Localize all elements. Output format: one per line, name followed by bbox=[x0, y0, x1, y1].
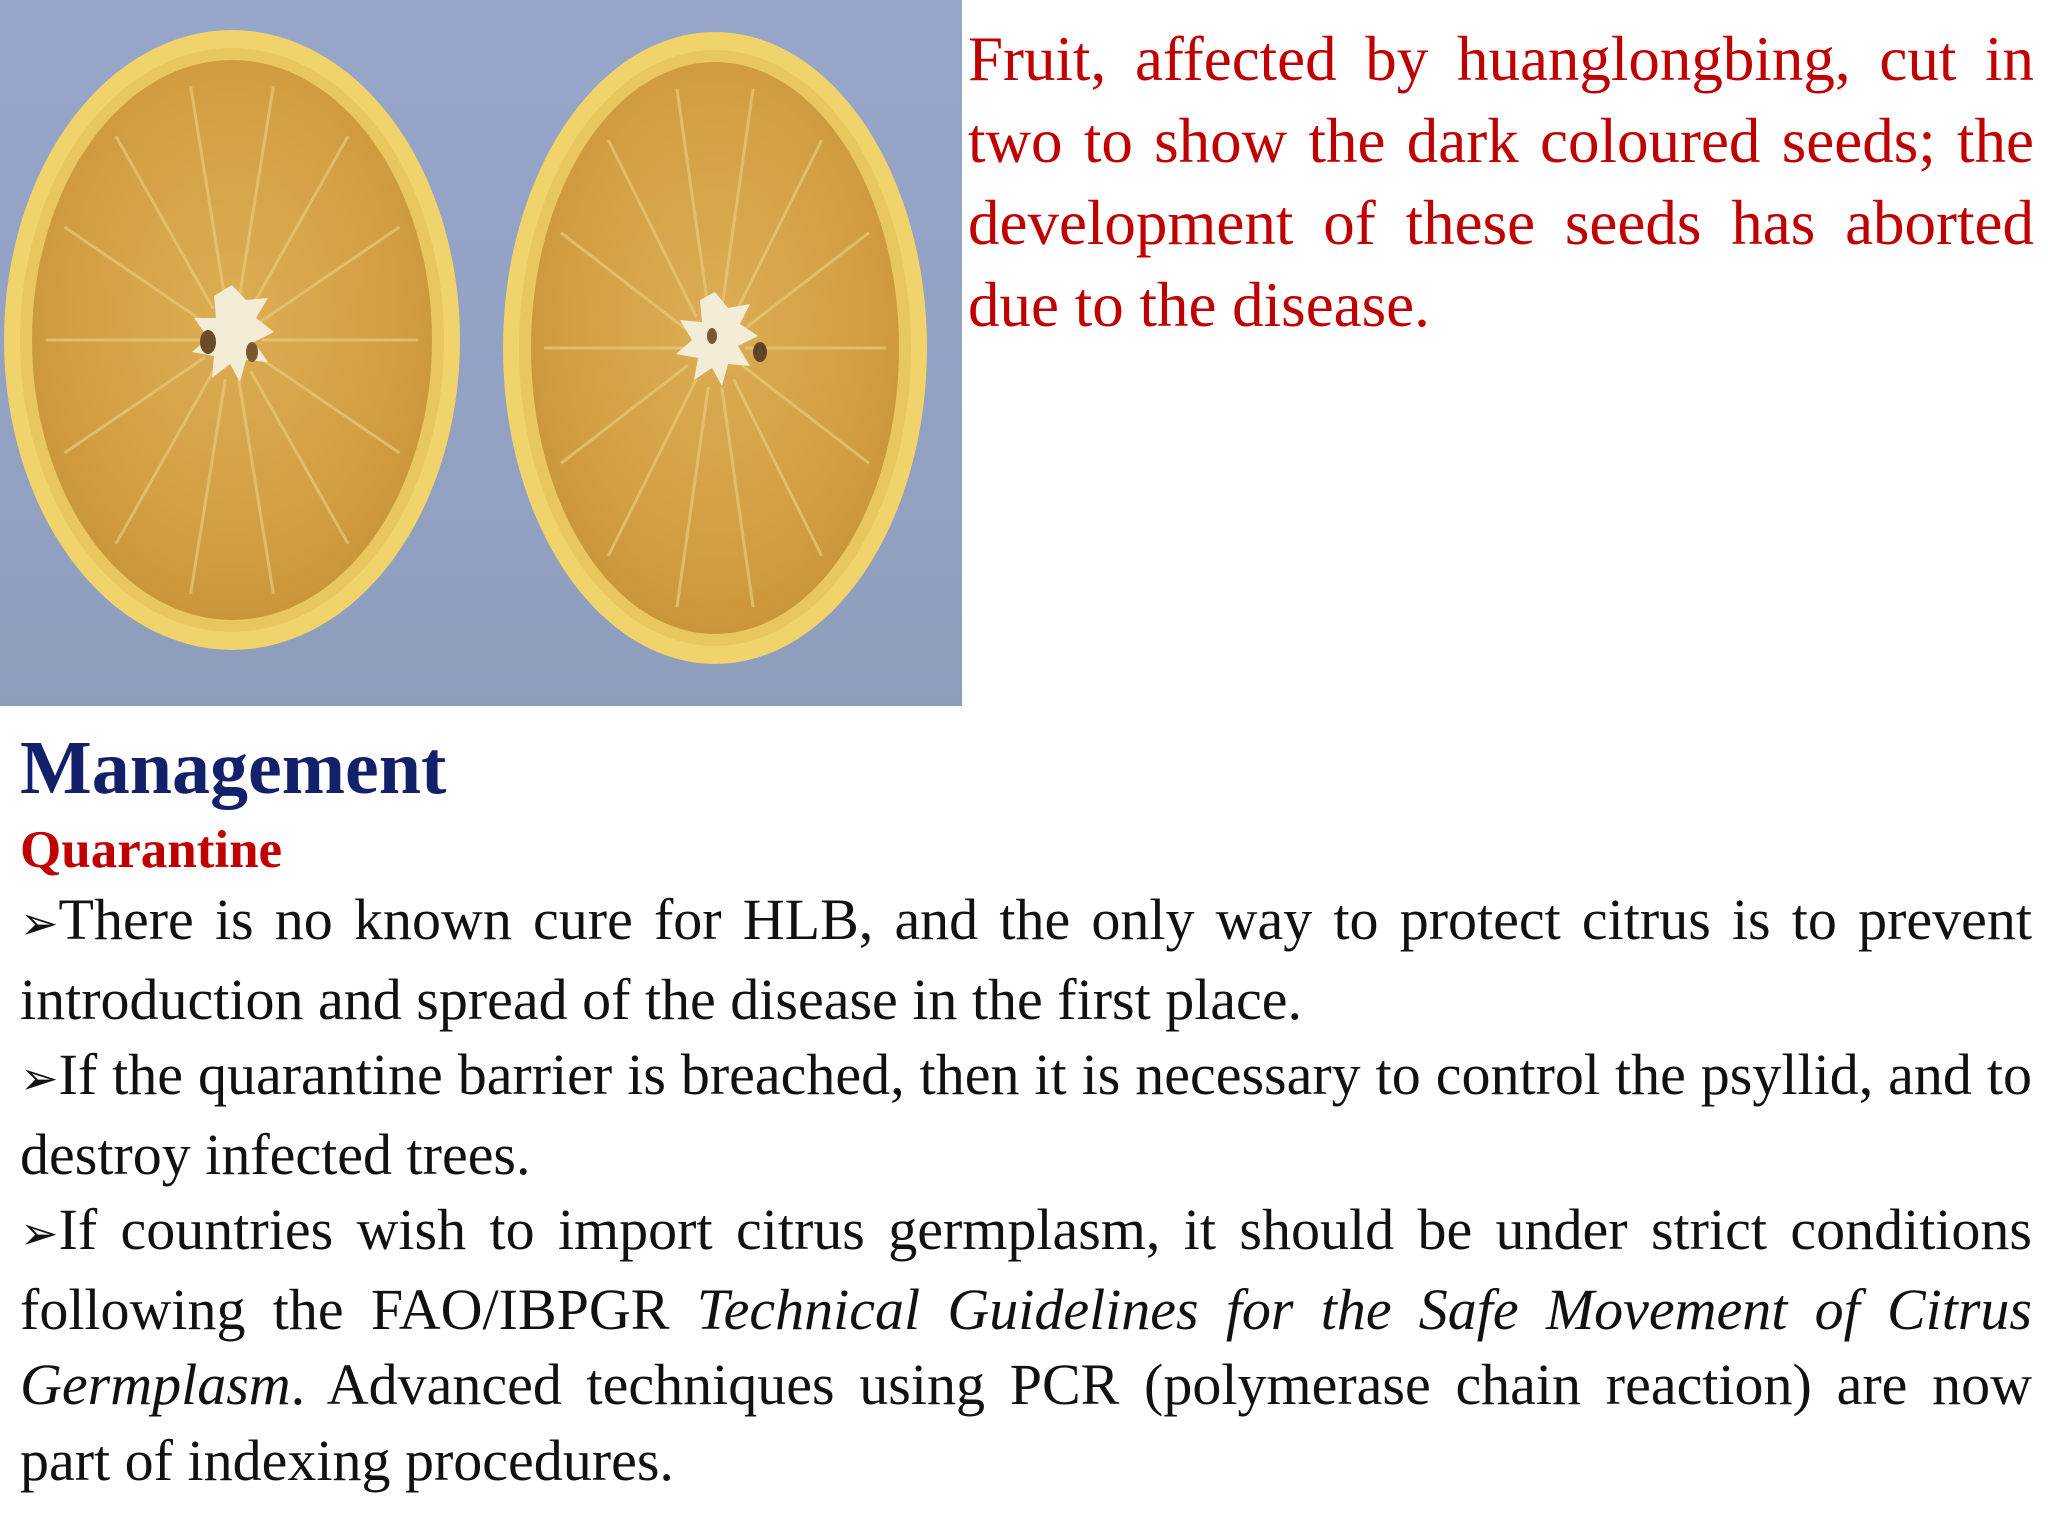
right-seed bbox=[707, 328, 717, 344]
bullet-text: . Advanced techniques using PCR (polymerase chain reaction) are now part of indexing procedures. bbox=[20, 1352, 2032, 1493]
right-seed bbox=[753, 342, 767, 362]
management-bullets bbox=[20, 882, 2032, 1498]
bullet-item bbox=[20, 1192, 2032, 1498]
bullet-text: There is no known cure for HLB, and the only way to protect citrus is to prevent introduction and spread of the disease in the first place. bbox=[20, 887, 2032, 1032]
guidelines-title: Technical Guidelines for the Safe Movement of Citrus Germplasm bbox=[20, 1276, 2032, 1417]
left-seed bbox=[200, 330, 216, 354]
photo-caption: Fruit, affected by huanglongbing, cut in two to show the dark coloured seeds; the development of these seeds has aborted due to the disease. bbox=[968, 24, 2034, 340]
left-fruit-half bbox=[4, 30, 460, 650]
bullet-text: If the quarantine barrier is breached, then it is necessary to control the psyllid, and to destroy infected trees. bbox=[20, 1042, 2032, 1187]
arrow-bullet-icon: ➢ bbox=[20, 1051, 59, 1105]
citrus-fruit-photo bbox=[0, 0, 962, 706]
arrow-bullet-icon: ➢ bbox=[20, 1206, 59, 1260]
section-subtitle: Quarantine bbox=[20, 821, 283, 879]
right-fruit-half bbox=[503, 32, 927, 664]
bullet-item bbox=[20, 1037, 2032, 1192]
arrow-bullet-icon: ➢ bbox=[20, 896, 59, 950]
left-seed bbox=[246, 342, 258, 362]
bullet-item bbox=[20, 882, 2032, 1037]
section-title: Management bbox=[20, 726, 447, 810]
fruit-halves-illustration bbox=[0, 0, 962, 706]
bullet-text: If countries wish to import citrus germplasm, it should be under strict conditions following the FAO/IBPGR bbox=[20, 1197, 2032, 1342]
